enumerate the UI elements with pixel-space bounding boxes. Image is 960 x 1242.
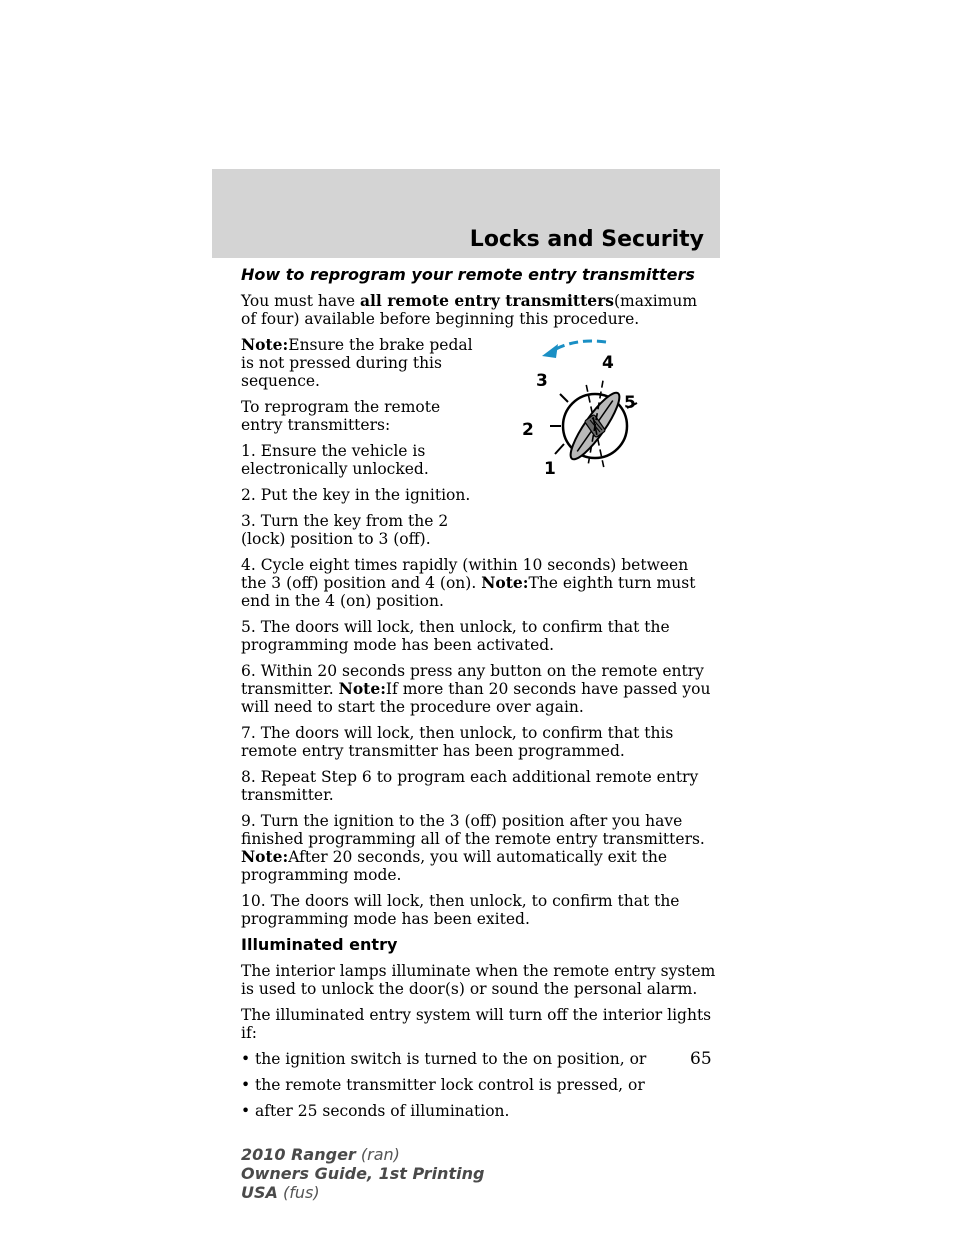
- list-item-text: after 25 seconds of illumination.: [255, 1102, 510, 1120]
- list-item: [241, 1050, 716, 1068]
- step-9-note: After 20 seconds, you will automatically exit the programming mode.: [241, 848, 668, 884]
- footer-model: 2010 Ranger: [241, 1145, 356, 1164]
- page-number: 65: [690, 1049, 712, 1069]
- footer-line-2: [241, 1164, 484, 1183]
- section-title: How to reprogram your remote entry transmitters: [241, 265, 695, 284]
- intro-text-2: (maximum of four) available before beginning this procedure.: [241, 292, 698, 328]
- header-title: Locks and Security: [469, 227, 704, 252]
- bullet-icon: •: [241, 1050, 251, 1068]
- intro-bold: all remote entry transmitters: [360, 291, 614, 310]
- illuminated-paragraph-1: The interior lamps illuminate when the remote entry system is used to unlock the door(s) or sound the personal alarm.: [241, 962, 716, 998]
- bullet-icon: •: [241, 1102, 251, 1120]
- ignition-diagram: [506, 336, 646, 496]
- list-item-text: the remote transmitter lock control is pressed, or: [255, 1076, 645, 1094]
- list-item-text: the ignition switch is turned to the on position, or: [255, 1050, 647, 1068]
- footer-region-code: (fus): [283, 1183, 320, 1202]
- position-label-4: 4: [602, 353, 614, 373]
- tick-mark-1: [555, 444, 564, 454]
- footer-printing: Owners Guide, 1st Printing: [241, 1164, 485, 1183]
- step-4-text: 4. Cycle eight times rapidly (within 10 seconds) between the 3 (off) position and 4 (on).: [241, 556, 689, 592]
- note-label: Note:: [241, 335, 289, 354]
- step-1: 1. Ensure the vehicle is electronically unlocked.: [241, 442, 429, 478]
- footer-region: USA: [241, 1183, 278, 1202]
- note-label: Note:: [241, 847, 289, 866]
- step-3: 3. Turn the key from the 2 (lock) position to 3 (off).: [241, 512, 449, 548]
- intro-text: You must have: [241, 292, 360, 310]
- illuminated-paragraph-2: The illuminated entry system will turn off the interior lights if:: [241, 1006, 712, 1042]
- step-9: [241, 812, 716, 884]
- footer-line-1: [241, 1145, 484, 1164]
- illuminated-entry-heading: Illuminated entry: [241, 935, 398, 954]
- step-4-note: The eighth turn must end in the 4 (on) position.: [241, 574, 696, 610]
- step-6-text: 6. Within 20 seconds press any button on the remote entry transmitter.: [241, 662, 704, 698]
- step-5: 5. The doors will lock, then unlock, to confirm that the programming mode has been activated.: [241, 618, 670, 654]
- bullet-icon: •: [241, 1076, 251, 1094]
- step-2: 2. Put the key in the ignition.: [241, 486, 471, 504]
- footer-line-3: [241, 1183, 484, 1202]
- step-10: 10. The doors will lock, then unlock, to confirm that the programming mode has been exited.: [241, 892, 680, 928]
- step-8: 8. Repeat Step 6 to program each additional remote entry transmitter.: [241, 768, 699, 804]
- tick-mark-3: [560, 394, 568, 402]
- step-9-text: 9. Turn the ignition to the 3 (off) position after you have finished programming all of the remote entry transmitters.: [241, 812, 705, 848]
- footer: [241, 1145, 484, 1202]
- position-label-3: 3: [536, 371, 548, 391]
- list-item: [241, 1076, 716, 1094]
- step-7: 7. The doors will lock, then unlock, to confirm that this remote entry transmitter has been programmed.: [241, 724, 674, 760]
- position-label-2: 2: [522, 420, 534, 440]
- note-label: Note:: [481, 573, 529, 592]
- footer-model-code: (ran): [360, 1145, 400, 1164]
- position-label-5: 5: [624, 393, 636, 413]
- header-band: [212, 169, 720, 258]
- step-6: [241, 662, 716, 716]
- position-label-1: 1: [544, 459, 556, 479]
- step-4: [241, 556, 716, 610]
- intro-paragraph: [241, 292, 716, 328]
- step-6-note: If more than 20 seconds have passed you will need to start the procedure over again.: [241, 680, 711, 716]
- note-brake: [241, 336, 481, 390]
- note-text: Ensure the brake pedal is not pressed during this sequence.: [241, 336, 473, 390]
- list-item: [241, 1102, 716, 1120]
- ignition-diagram-svg: [506, 336, 646, 496]
- to-reprogram: To reprogram the remote entry transmitters:: [241, 398, 441, 434]
- rotation-arrowhead-icon: [542, 344, 558, 358]
- rotation-arrow: [554, 341, 606, 350]
- note-label: Note:: [338, 679, 386, 698]
